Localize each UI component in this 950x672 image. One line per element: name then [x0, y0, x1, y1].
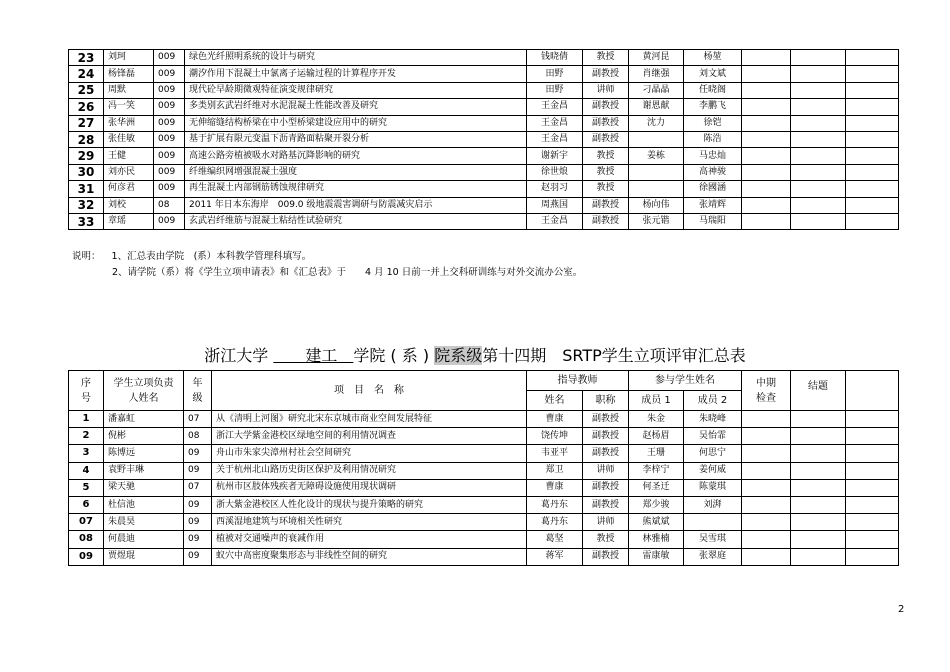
header-conclusion: 结题 — [791, 371, 846, 411]
cell-m1: 谢恩献 — [629, 99, 684, 115]
cell-empty — [846, 115, 899, 131]
cell-advisor: 郑卫 — [527, 462, 583, 479]
cell-title: 蚁穴中高密度聚集形态与非线性空间的研究 — [212, 548, 527, 565]
cell-empty — [742, 115, 791, 131]
cell-rank: 副教授 — [583, 479, 629, 496]
cell-empty — [791, 148, 846, 164]
cell-empty — [742, 66, 791, 82]
cell-m1: 雷康敏 — [629, 548, 684, 565]
cell-no: 5 — [69, 479, 104, 496]
cell-advisor: 周燕国 — [527, 197, 583, 213]
note-line-1 — [72, 252, 582, 268]
cell-empty — [846, 99, 899, 115]
cell-advisor: 曹康 — [527, 411, 583, 428]
cell-empty — [791, 213, 846, 229]
cell-empty — [742, 50, 791, 66]
cell-rank: 教授 — [583, 50, 629, 66]
table-row — [69, 50, 899, 66]
cell-empty — [742, 197, 791, 213]
cell-empty — [791, 115, 846, 131]
cell-title: 2011 年日本东海岸 009.0 级地震震害调研与防震减灾启示 — [185, 197, 527, 213]
cell-empty — [742, 445, 791, 462]
cell-no: 23 — [69, 50, 104, 66]
cell-empty — [846, 479, 899, 496]
table-row — [69, 197, 899, 213]
cell-advisor: 葛坚 — [527, 531, 583, 548]
cell-empty — [791, 514, 846, 531]
cell-empty — [846, 531, 899, 548]
cell-m1: 何圣迁 — [629, 479, 684, 496]
cell-grade: 09 — [184, 514, 212, 531]
cell-advisor: 赵羽习 — [527, 181, 583, 197]
cell-grade: 08 — [184, 428, 212, 445]
cell-title: 多类别玄武岩纤维对水泥混凝土性能改善及研究 — [185, 99, 527, 115]
cell-empty — [791, 428, 846, 445]
cell-m2: 何思宁 — [684, 445, 742, 462]
cell-m1: 赵杨眉 — [629, 428, 684, 445]
cell-no: 30 — [69, 164, 104, 180]
cell-m2: 徐铠 — [684, 115, 742, 131]
cell-grade: 009 — [154, 131, 185, 147]
cell-m2: 张翠庭 — [684, 548, 742, 565]
cell-rank: 副教授 — [583, 496, 629, 513]
cell-name: 何彦君 — [104, 181, 154, 197]
cell-empty — [791, 181, 846, 197]
cell-no: 24 — [69, 66, 104, 82]
cell-no: 09 — [69, 548, 104, 565]
cell-name: 何晨迪 — [104, 531, 184, 548]
table-row — [69, 462, 899, 479]
cell-empty — [742, 428, 791, 445]
cell-no: 26 — [69, 99, 104, 115]
table-row — [69, 148, 899, 164]
cell-empty — [791, 131, 846, 147]
cell-name: 陈博远 — [104, 445, 184, 462]
cell-m1: 朱金 — [629, 411, 684, 428]
cell-no: 2 — [69, 428, 104, 445]
cell-rank: 讲师 — [583, 462, 629, 479]
cell-title: 再生混凝土内部钢筋锈蚀规律研究 — [185, 181, 527, 197]
cell-m1: 刁晶晶 — [629, 82, 684, 98]
header-members: 参与学生姓名 — [629, 371, 742, 391]
cell-advisor: 饶传坤 — [527, 428, 583, 445]
cell-no: 33 — [69, 213, 104, 229]
table-row — [69, 496, 899, 513]
cell-empty — [791, 99, 846, 115]
cell-advisor: 王金昌 — [527, 131, 583, 147]
table-row — [69, 131, 899, 147]
cell-m1: 杨向伟 — [629, 197, 684, 213]
header-advisor-name: 姓名 — [527, 391, 583, 411]
table-row — [69, 514, 899, 531]
cell-empty — [846, 428, 899, 445]
cell-empty — [846, 50, 899, 66]
cell-rank: 副教授 — [583, 115, 629, 131]
table-row — [69, 479, 899, 496]
cell-title: 关于杭州北山路历史街区保护及利用情况研究 — [212, 462, 527, 479]
cell-title: 西溪湿地建筑与环境相关性研究 — [212, 514, 527, 531]
cell-advisor: 王金昌 — [527, 213, 583, 229]
cell-advisor: 田野 — [527, 82, 583, 98]
cell-m1: 郑少骏 — [629, 496, 684, 513]
cell-m2: 马瑞阳 — [684, 213, 742, 229]
cell-advisor: 葛丹东 — [527, 496, 583, 513]
cell-title: 纤维编织网增强混凝土强度 — [185, 164, 527, 180]
note-text-1: 1、汇总表由学院 (系）本科教学管理科填写。 — [111, 251, 312, 262]
cell-m2: 陈蒙琪 — [684, 479, 742, 496]
title-college-suffix: 学院 ( 系 ) — [353, 346, 435, 365]
cell-title: 浙大紫金港校区人性化设计的现状与提升策略的研究 — [212, 496, 527, 513]
cell-empty — [791, 445, 846, 462]
cell-advisor: 谢新宇 — [527, 148, 583, 164]
cell-name: 冯一笑 — [104, 99, 154, 115]
cell-empty — [742, 181, 791, 197]
cell-grade: 009 — [154, 181, 185, 197]
title-university: 浙江大学 — [204, 346, 274, 365]
header-grade: 年级 — [184, 371, 212, 411]
cell-rank: 副教授 — [583, 99, 629, 115]
cell-m2: 杨堃 — [684, 50, 742, 66]
cell-name: 刘珂 — [104, 50, 154, 66]
cell-empty — [791, 479, 846, 496]
cell-grade: 09 — [184, 531, 212, 548]
cell-title: 玄武岩纤维筋与混凝土粘结性试验研究 — [185, 213, 527, 229]
table-row — [69, 213, 899, 229]
header-leader: 学生立项负责人姓名 — [104, 371, 184, 411]
cell-name: 张华洲 — [104, 115, 154, 131]
notes-label: 说明： — [72, 251, 101, 262]
cell-empty — [846, 514, 899, 531]
cell-rank: 副教授 — [583, 445, 629, 462]
cell-grade: 07 — [184, 479, 212, 496]
cell-empty — [791, 462, 846, 479]
cell-title: 基于扩展有限元变温下沥青路面粘聚开裂分析 — [185, 131, 527, 147]
cell-grade: 009 — [154, 82, 185, 98]
cell-advisor: 韦亚平 — [527, 445, 583, 462]
cell-m2: 李鹏飞 — [684, 99, 742, 115]
cell-no: 28 — [69, 131, 104, 147]
header-advisor: 指导教师 — [527, 371, 629, 391]
cell-m1: 黄河昆 — [629, 50, 684, 66]
cell-empty — [791, 496, 846, 513]
cell-empty — [846, 548, 899, 565]
cell-title: 绿色光纤照明系统的设计与研究 — [185, 50, 527, 66]
cell-title: 舟山市朱家尖漳州村社会空间研究 — [212, 445, 527, 462]
cell-grade: 09 — [184, 445, 212, 462]
cell-name: 张佳敏 — [104, 131, 154, 147]
cell-advisor: 田野 — [527, 66, 583, 82]
cell-empty — [742, 531, 791, 548]
cell-title: 杭州市区肢体残疾者无障碍设施使用现状调研 — [212, 479, 527, 496]
header-member-2: 成员 2 — [684, 391, 742, 411]
cell-advisor: 钱晓倩 — [527, 50, 583, 66]
cell-empty — [742, 479, 791, 496]
cell-empty — [791, 66, 846, 82]
cell-m1: 张元锴 — [629, 213, 684, 229]
page-title — [0, 343, 950, 366]
cell-no: 4 — [69, 462, 104, 479]
cell-m1: 林雅楠 — [629, 531, 684, 548]
cell-m2: 刘湃 — [684, 496, 742, 513]
cell-m2: 吴雪琪 — [684, 531, 742, 548]
table-row — [69, 445, 899, 462]
cell-grade: 009 — [154, 164, 185, 180]
cell-name: 倪彬 — [104, 428, 184, 445]
cell-empty — [846, 66, 899, 82]
cell-advisor: 王金昌 — [527, 99, 583, 115]
cell-empty — [791, 164, 846, 180]
cell-m2: 马忠灿 — [684, 148, 742, 164]
cell-m2: 任晓阁 — [684, 82, 742, 98]
cell-advisor: 曹康 — [527, 479, 583, 496]
title-session: 第十四期 SRTP学生立项评审汇总表 — [482, 346, 746, 365]
cell-m1 — [629, 164, 684, 180]
cell-name: 杜信池 — [104, 496, 184, 513]
table-lower — [68, 370, 899, 566]
cell-grade: 009 — [154, 213, 185, 229]
cell-no: 27 — [69, 115, 104, 131]
cell-title: 浙江大学紫金港校区绿地空间的利用情况调查 — [212, 428, 527, 445]
cell-grade: 09 — [184, 496, 212, 513]
cell-title: 现代砼早龄期微观特征演变规律研究 — [185, 82, 527, 98]
cell-rank: 教授 — [583, 164, 629, 180]
cell-empty — [742, 496, 791, 513]
cell-empty — [846, 181, 899, 197]
cell-m1: 肖继强 — [629, 66, 684, 82]
table-row — [69, 428, 899, 445]
cell-rank: 教授 — [583, 148, 629, 164]
cell-rank: 讲师 — [583, 82, 629, 98]
cell-name: 潘嘉虹 — [104, 411, 184, 428]
cell-empty — [846, 462, 899, 479]
cell-grade: 09 — [184, 548, 212, 565]
title-level: 院系级 — [434, 346, 483, 365]
cell-m2: 姜何威 — [684, 462, 742, 479]
cell-m2: 刘文斌 — [684, 66, 742, 82]
table-row — [69, 115, 899, 131]
cell-m2 — [684, 514, 742, 531]
header-member-1: 成员 1 — [629, 391, 684, 411]
cell-no: 6 — [69, 496, 104, 513]
cell-empty — [742, 411, 791, 428]
cell-empty — [846, 197, 899, 213]
cell-no: 3 — [69, 445, 104, 462]
cell-rank: 副教授 — [583, 548, 629, 565]
cell-grade: 07 — [184, 411, 212, 428]
cell-empty — [742, 131, 791, 147]
table-row — [69, 411, 899, 428]
cell-rank: 副教授 — [583, 131, 629, 147]
cell-empty — [846, 82, 899, 98]
cell-name: 刘校 — [104, 197, 154, 213]
cell-grade: 08 — [154, 197, 185, 213]
cell-empty — [791, 50, 846, 66]
cell-empty — [742, 148, 791, 164]
table-row — [69, 164, 899, 180]
cell-m1 — [629, 131, 684, 147]
cell-no: 32 — [69, 197, 104, 213]
cell-title: 高速公路旁植被吸水对路基沉降影响的研究 — [185, 148, 527, 164]
table-upper — [68, 49, 899, 230]
table-row — [69, 66, 899, 82]
table-row — [69, 531, 899, 548]
cell-m2: 徐國涵 — [684, 181, 742, 197]
cell-m2: 吴怡霏 — [684, 428, 742, 445]
cell-empty — [742, 82, 791, 98]
cell-no: 08 — [69, 531, 104, 548]
page-number: 2 — [898, 604, 905, 615]
cell-grade: 09 — [184, 462, 212, 479]
cell-rank: 副教授 — [583, 197, 629, 213]
cell-m2: 张靖辉 — [684, 197, 742, 213]
table-row — [69, 82, 899, 98]
cell-grade: 009 — [154, 99, 185, 115]
cell-no: 1 — [69, 411, 104, 428]
title-college: 建工 — [273, 346, 354, 365]
cell-advisor: 王金昌 — [527, 115, 583, 131]
cell-rank: 副教授 — [583, 411, 629, 428]
cell-grade: 009 — [154, 115, 185, 131]
cell-empty — [742, 462, 791, 479]
cell-name: 刘亦民 — [104, 164, 154, 180]
cell-advisor: 葛丹东 — [527, 514, 583, 531]
cell-m2: 高神骏 — [684, 164, 742, 180]
cell-empty — [846, 213, 899, 229]
cell-empty — [742, 99, 791, 115]
cell-empty — [846, 164, 899, 180]
cell-m1: 李梓宁 — [629, 462, 684, 479]
cell-grade: 009 — [154, 50, 185, 66]
cell-m2: 陈浩 — [684, 131, 742, 147]
cell-empty — [742, 213, 791, 229]
cell-no: 25 — [69, 82, 104, 98]
cell-empty — [791, 411, 846, 428]
table-row — [69, 548, 899, 565]
cell-m1: 熊斌斌 — [629, 514, 684, 531]
cell-title: 无伸缩缝结构桥梁在中小型桥梁建设应用中的研究 — [185, 115, 527, 131]
cell-rank: 副教授 — [583, 428, 629, 445]
cell-m1: 王珊 — [629, 445, 684, 462]
cell-advisor: 蒋军 — [527, 548, 583, 565]
cell-name: 梁天驰 — [104, 479, 184, 496]
cell-name: 王健 — [104, 148, 154, 164]
cell-title: 从《清明上河图》研究北宋东京城市商业空间发展特征 — [212, 411, 527, 428]
header-midterm: 中期检查 — [742, 371, 791, 411]
notes — [72, 252, 582, 284]
header-project: 项 目 名 称 — [212, 371, 527, 411]
cell-m2: 朱晓峰 — [684, 411, 742, 428]
cell-empty — [791, 82, 846, 98]
cell-empty — [846, 445, 899, 462]
cell-m1: 姜栋 — [629, 148, 684, 164]
cell-name: 袁野丰琳 — [104, 462, 184, 479]
cell-rank: 副教授 — [583, 213, 629, 229]
cell-title: 潮汐作用下混凝土中氯离子运输过程的计算程序开发 — [185, 66, 527, 82]
cell-empty — [846, 131, 899, 147]
cell-name: 贾煜琨 — [104, 548, 184, 565]
cell-empty — [846, 148, 899, 164]
cell-no: 29 — [69, 148, 104, 164]
cell-empty — [846, 496, 899, 513]
cell-m1 — [629, 181, 684, 197]
cell-name: 杨锋磊 — [104, 66, 154, 82]
cell-no: 31 — [69, 181, 104, 197]
cell-empty — [742, 514, 791, 531]
cell-m1: 沈力 — [629, 115, 684, 131]
header-advisor-rank: 职称 — [583, 391, 629, 411]
cell-advisor: 徐世烺 — [527, 164, 583, 180]
cell-empty — [742, 548, 791, 565]
table-row — [69, 181, 899, 197]
cell-empty — [791, 531, 846, 548]
table-row — [69, 99, 899, 115]
cell-rank: 副教授 — [583, 66, 629, 82]
cell-grade: 009 — [154, 148, 185, 164]
note-line-2: 2、请学院（系）将《学生立项申请表》和《汇总表》于 4 月 10 日前一并上交科研训练与对外交流办公室。 — [112, 267, 583, 278]
cell-rank: 教授 — [583, 531, 629, 548]
header-no: 序号 — [69, 371, 104, 411]
cell-title: 植被对交通噪声的衰减作用 — [212, 531, 527, 548]
cell-name: 章瑶 — [104, 213, 154, 229]
header-blank — [846, 371, 899, 411]
cell-no: 07 — [69, 514, 104, 531]
cell-grade: 009 — [154, 66, 185, 82]
cell-empty — [791, 548, 846, 565]
cell-name: 周默 — [104, 82, 154, 98]
cell-name: 朱晨昊 — [104, 514, 184, 531]
cell-rank: 讲师 — [583, 514, 629, 531]
cell-empty — [846, 411, 899, 428]
cell-empty — [742, 164, 791, 180]
cell-rank: 教授 — [583, 181, 629, 197]
cell-empty — [791, 197, 846, 213]
